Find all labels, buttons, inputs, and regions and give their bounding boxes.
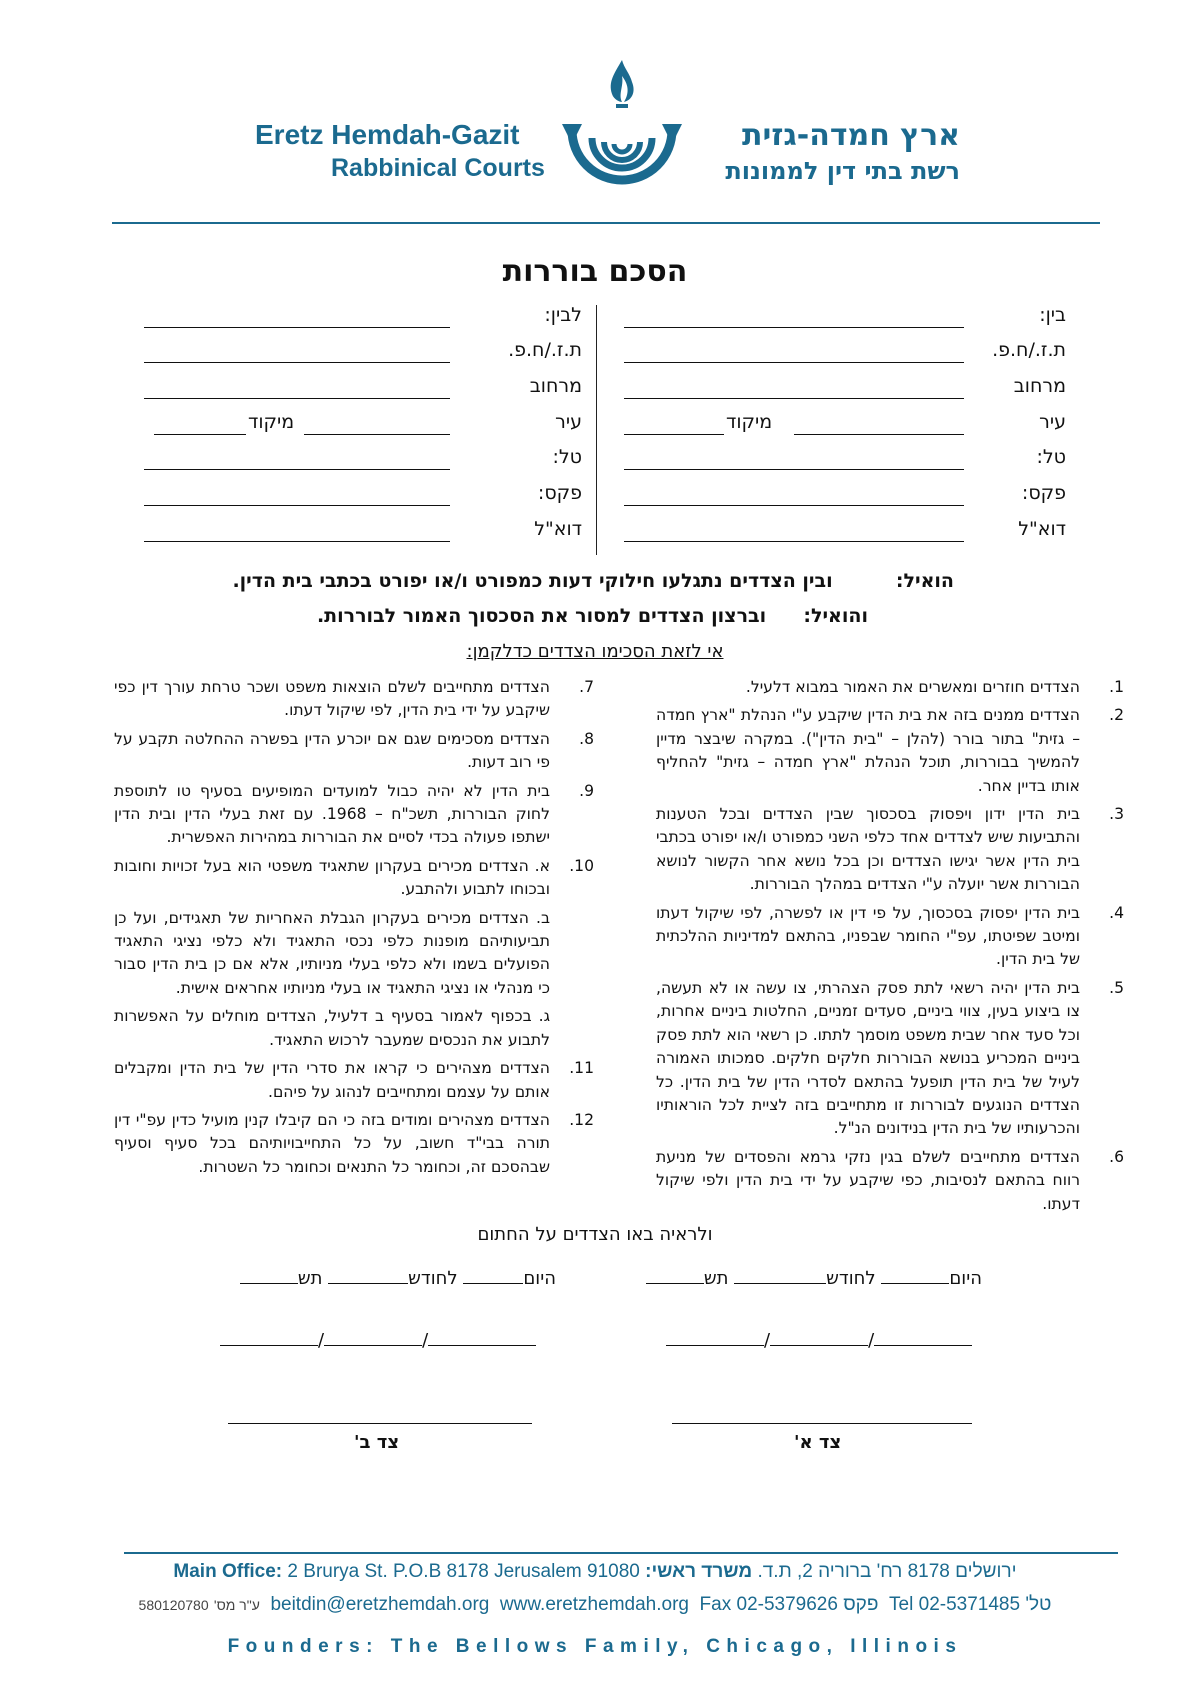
field-label-id: ת.ז./ח.פ. xyxy=(992,339,1066,361)
clause-text: הצדדים מתחייבים לשלם בגין נזקי גרמא והפסדים של מניעת רווח בהתאם לנסיבות, כפי שיקבע על ידי בית הדין ולפי שיקול דעתו. xyxy=(656,1147,1080,1213)
date-row-b xyxy=(240,1268,556,1289)
org-name-en-line2: Rabbinical Courts xyxy=(331,154,545,182)
clause-text: הצדדים חוזרים ומאשרים את האמור במבוא דלעיל. xyxy=(745,678,1080,696)
clause-10c xyxy=(114,1005,594,1052)
signature-intro: ולראיה באו הצדדים על החתום xyxy=(477,1224,713,1245)
whereas-2 xyxy=(317,605,868,627)
field-row-tel-2 xyxy=(140,446,582,476)
tel-label-he: טל' xyxy=(1025,1594,1052,1615)
field-row-between xyxy=(614,304,1066,334)
field-row-email xyxy=(614,518,1066,548)
clauses-right-column xyxy=(656,676,1124,1221)
clause-number: 5. xyxy=(1109,978,1124,997)
field-line-id-2[interactable] xyxy=(144,362,450,363)
main-office-address-en: 2 Brurya St. P.O.B 8178 Jerusalem 91080 xyxy=(287,1561,640,1582)
whereas-1-label: הואיל: xyxy=(895,570,954,592)
field-row-fax-2 xyxy=(140,482,582,512)
field-label-between-2: לבין: xyxy=(544,304,582,326)
clause-5 xyxy=(656,977,1124,1141)
date-day-label: היום xyxy=(523,1268,556,1289)
clause-10a xyxy=(114,855,594,902)
clause-text: א. הצדדים מכירים בעקרון שתאגיד משפטי הוא בעל זכויות וחובות ובכוחו לתבוע ולהתבע. xyxy=(114,856,550,899)
tel-number: 02-5371485 xyxy=(918,1594,1021,1615)
field-line-tel-2[interactable] xyxy=(144,469,450,470)
field-row-street xyxy=(614,375,1066,405)
field-line-fax-2[interactable] xyxy=(144,505,450,506)
field-row-fax xyxy=(614,482,1066,512)
field-line-city[interactable] xyxy=(794,434,964,435)
fax-number: 02-5379626 xyxy=(736,1594,838,1615)
date-year-label: תש xyxy=(703,1268,729,1289)
clause-text: בית הדין ידון ויפסוק בסכסוך שבין הצדדים ובכל הטענות והתביעות שיש לצדדים אחד כלפי השני כמפורט ו/או יפורט בכתבי בית הדין אשר יגישו הצדדים וכן בכל נושא אחר הקשור לנושא הבוררות אשר יועלה ע"י הצדדים במהלך הבוררות. xyxy=(656,805,1080,894)
clause-text: בית הדין לא יהיה כבול למועדים המופיעים בסעיף טו לתוספת לחוק הבוררות, תשכ"ח – 1968. עם זאת בעלי הדין ובית הדין ישתפו פעולה בכדי לסיים את הבוררות במהירות האפשרית. xyxy=(114,781,550,847)
field-line-street[interactable] xyxy=(624,398,964,399)
date-month-label: לחודש xyxy=(826,1268,876,1289)
clause-text: בית הדין יהיה רשאי לתת פסק הצהרתי, צו עשה או לא תעשה, צו ביצוע בעין, צווי ביניים, סעדים זמניים, החלטות ביניים אחרות, וכל סעד אחר שבית משפט מוסמך לתתו. כן רשאי הוא לתת פסק ביניים המכריע בנושא הבוררות חלקים חלקים. סמכותו האמורה לעיל של בית הדין תופעל בהתאם לסדרי הדין של בית הדין. כל הצדדים הנוגעים לבוררות זו מתחייבים בזה לציית לכל הוראותיו והכרעותיו של בית הדין בנידונים הנ"ל. xyxy=(656,978,1080,1138)
clause-text: ג. בכפוף לאמור בסעיף ב דלעיל, הצדדים מוחלים על האפשרות לתבוע את הנכסים שמעבר לרכוש התאגיד. xyxy=(114,1007,550,1049)
date-day-line[interactable] xyxy=(463,1283,523,1284)
field-row-tel xyxy=(614,446,1066,476)
main-office-label-en: Main Office: xyxy=(173,1561,283,1582)
footer-main-office xyxy=(0,1561,1190,1583)
numeric-date-b[interactable]: // xyxy=(220,1330,536,1351)
field-line-zip-2[interactable] xyxy=(154,434,246,435)
clause-2 xyxy=(656,704,1124,798)
clause-text: הצדדים מצהירים כי קראו את סדרי הדין של בית הדין ומקבלים אותם על עצמם ומתחייבים לנהוג על פיהם. xyxy=(114,1059,550,1101)
date-day-label: היום xyxy=(949,1268,982,1289)
date-month-line[interactable] xyxy=(328,1283,408,1284)
field-row-id xyxy=(614,339,1066,369)
whereas-2-label: והואיל: xyxy=(803,605,868,627)
clause-number: 10. xyxy=(569,856,594,875)
field-label-tel: טל: xyxy=(1036,446,1066,468)
clause-number: 3. xyxy=(1109,805,1124,824)
fax-label-en: Fax xyxy=(699,1594,732,1615)
signature-line-a[interactable] xyxy=(672,1423,972,1424)
field-label-email: דוא"ל xyxy=(1018,518,1066,540)
clause-text: בית הדין יפסוק בסכסוך, על פי דין או לפשרה, לפי שיקול דעתו ומיטב שפיטתו, עפ"י החומר שבפניו, בהתאם למדיניות ההלכתית של בית הדין. xyxy=(656,903,1080,969)
field-row-id-2 xyxy=(140,339,582,369)
field-line-city-2[interactable] xyxy=(304,434,450,435)
header-divider xyxy=(112,222,1100,224)
clause-12 xyxy=(114,1109,594,1179)
org-name-en xyxy=(255,118,545,184)
field-line-email-2[interactable] xyxy=(144,541,450,542)
clause-11 xyxy=(114,1057,594,1104)
field-line-fax[interactable] xyxy=(624,505,964,506)
field-label-city-2: עיר xyxy=(555,411,582,433)
field-label-tel-2: טל: xyxy=(552,446,582,468)
clause-text: הצדדים מתחייבים לשלם הוצאות משפט ושכר טרחת עורך דין כפי שיקבע על ידי בית הדין, לפי שיקול דעתו. xyxy=(114,678,550,720)
clause-text: הצדדים מסכימים שגם אם יוכרע הדין בפשרה ההחלטה תקבע על פי רוב דעות. xyxy=(114,729,550,772)
clause-number: 9. xyxy=(579,781,594,800)
footer-contact xyxy=(0,1594,1190,1616)
whereas-2-text: וברצון הצדדים למסור את הסכסוך האמור לבוררות. xyxy=(316,605,767,627)
clause-number: 8. xyxy=(579,729,594,748)
footer-founders: Founders: The Bellows Family, Chicago, Illinois xyxy=(227,1636,963,1657)
org-name-he xyxy=(725,118,960,188)
field-row-between-2 xyxy=(140,304,582,334)
clause-text: הצדדים מצהירים ומודים בזה כי הם קיבלו קנין מועיל כדין עפ"י דין תורה בבי"ד חשוב, על כל התחייבויותיהם בכל סעיף וסעיף שבהסכם זה, וכחומר כל התנאים וכחומר כל השטרות. xyxy=(114,1110,550,1176)
field-row-street-2 xyxy=(140,375,582,405)
agreement-heading: אי לזאת הסכימו הצדדים כדלקמן: xyxy=(466,641,724,662)
document-title: הסכם בוררות xyxy=(502,254,688,289)
clause-10b xyxy=(114,907,594,1001)
clause-8 xyxy=(114,728,594,775)
field-line-between[interactable] xyxy=(624,327,964,328)
clause-text: הצדדים ממנים בזה את בית הדין שיקבע ע"י הנהלת "ארץ חמדה – גזית" בתור בורר (להלן – "בית הדין"). במקרה שיבצר מדיין להמשיך בבוררות, תוכל הנהלת "ארץ חמדה – גזית" להחליף אותו בדיין אחר. xyxy=(656,706,1080,795)
field-line-id[interactable] xyxy=(624,362,964,363)
main-office-address-he: ירושלים 8178 רח' ברוריה 2, ת.ד. xyxy=(757,1561,1017,1582)
field-label-zip: מיקוד xyxy=(726,411,773,433)
registration-label: ע"ר מס' xyxy=(213,1597,260,1613)
main-office-label-he: משרד ראשי: xyxy=(645,1561,753,1582)
date-row-a xyxy=(646,1268,982,1289)
field-row-city-2 xyxy=(140,411,582,441)
field-label-zip-2: מיקוד xyxy=(248,411,295,433)
clause-number: 6. xyxy=(1109,1147,1124,1166)
menorah-logo-icon xyxy=(558,60,686,210)
signature-line-b[interactable] xyxy=(228,1423,532,1424)
field-label-email-2: דוא"ל xyxy=(534,518,582,540)
clause-number: 2. xyxy=(1109,706,1124,725)
org-name-he-line1: ארץ חמדה-גזית xyxy=(742,118,960,153)
field-row-email-2 xyxy=(140,518,582,548)
whereas-1 xyxy=(232,570,954,592)
clause-6 xyxy=(656,1146,1124,1216)
website-link[interactable]: www.eretzhemdah.org xyxy=(499,1594,689,1615)
field-line-tel[interactable] xyxy=(624,469,964,470)
field-line-between-2[interactable] xyxy=(144,327,450,328)
field-line-zip[interactable] xyxy=(624,434,724,435)
clause-number: 1. xyxy=(1109,678,1124,696)
parties-divider xyxy=(596,305,597,555)
field-label-city: עיר xyxy=(1039,411,1066,433)
clauses-left-column xyxy=(114,676,594,1184)
date-month-line[interactable] xyxy=(734,1283,826,1284)
whereas-1-text: ובין הצדדים נתגלעו חילוקי דעות כמפורט ו/או יפורט בכתבי בית הדין. xyxy=(232,570,833,592)
date-year-line[interactable] xyxy=(240,1283,298,1284)
email-link[interactable]: beitdin@eretzhemdah.org xyxy=(270,1594,490,1615)
field-line-street-2[interactable] xyxy=(144,398,450,399)
clause-3 xyxy=(656,803,1124,897)
date-day-line[interactable] xyxy=(881,1283,949,1284)
clause-1 xyxy=(656,676,1124,699)
date-year-label: תש xyxy=(297,1268,323,1289)
date-year-line[interactable] xyxy=(646,1283,704,1284)
tel-label-en: Tel xyxy=(889,1594,914,1615)
fax-label-he: פקס xyxy=(843,1594,879,1615)
clause-9 xyxy=(114,780,594,850)
registration-number: 580120780 xyxy=(138,1597,209,1613)
clause-text: ב. הצדדים מכירים בעקרון הגבלת האחריות של תאגידים, ועל כן תביעותיהם מופנות כלפי נכסי התאגיד ולא כלפי נציגי התאגיד הפועלים בשמו ולא כלפי בעלי מניותיו, אלא אם כן בית הדין סבור כי מנהלי או נציגי התאגיד או בעלי מניותיו אחראים אישית. xyxy=(114,908,550,997)
date-month-label: לחודש xyxy=(408,1268,458,1289)
party-b-caption: צד ב' xyxy=(354,1432,400,1453)
clause-7 xyxy=(114,676,594,723)
org-name-he-line2: רשת בתי דין לממונות xyxy=(725,157,960,185)
field-line-email[interactable] xyxy=(624,541,964,542)
clause-number: 7. xyxy=(579,678,594,696)
footer-divider xyxy=(124,1552,1118,1554)
clause-number: 12. xyxy=(569,1110,594,1129)
field-row-city xyxy=(614,411,1066,441)
field-label-between: בין: xyxy=(1039,304,1066,326)
field-label-fax-2: פקס: xyxy=(537,482,582,504)
numeric-date-a[interactable]: // xyxy=(666,1330,972,1351)
clause-4 xyxy=(656,902,1124,972)
field-label-fax: פקס: xyxy=(1021,482,1066,504)
clause-number: 11. xyxy=(569,1059,594,1078)
org-name-en-line1: Eretz Hemdah-Gazit xyxy=(255,119,520,150)
field-label-street-2: מרחוב xyxy=(529,375,582,397)
clause-number: 4. xyxy=(1109,903,1124,922)
party-a-caption: צד א' xyxy=(794,1432,842,1453)
field-label-street: מרחוב xyxy=(1013,375,1066,397)
field-label-id-2: ת.ז./ח.פ. xyxy=(508,339,582,361)
